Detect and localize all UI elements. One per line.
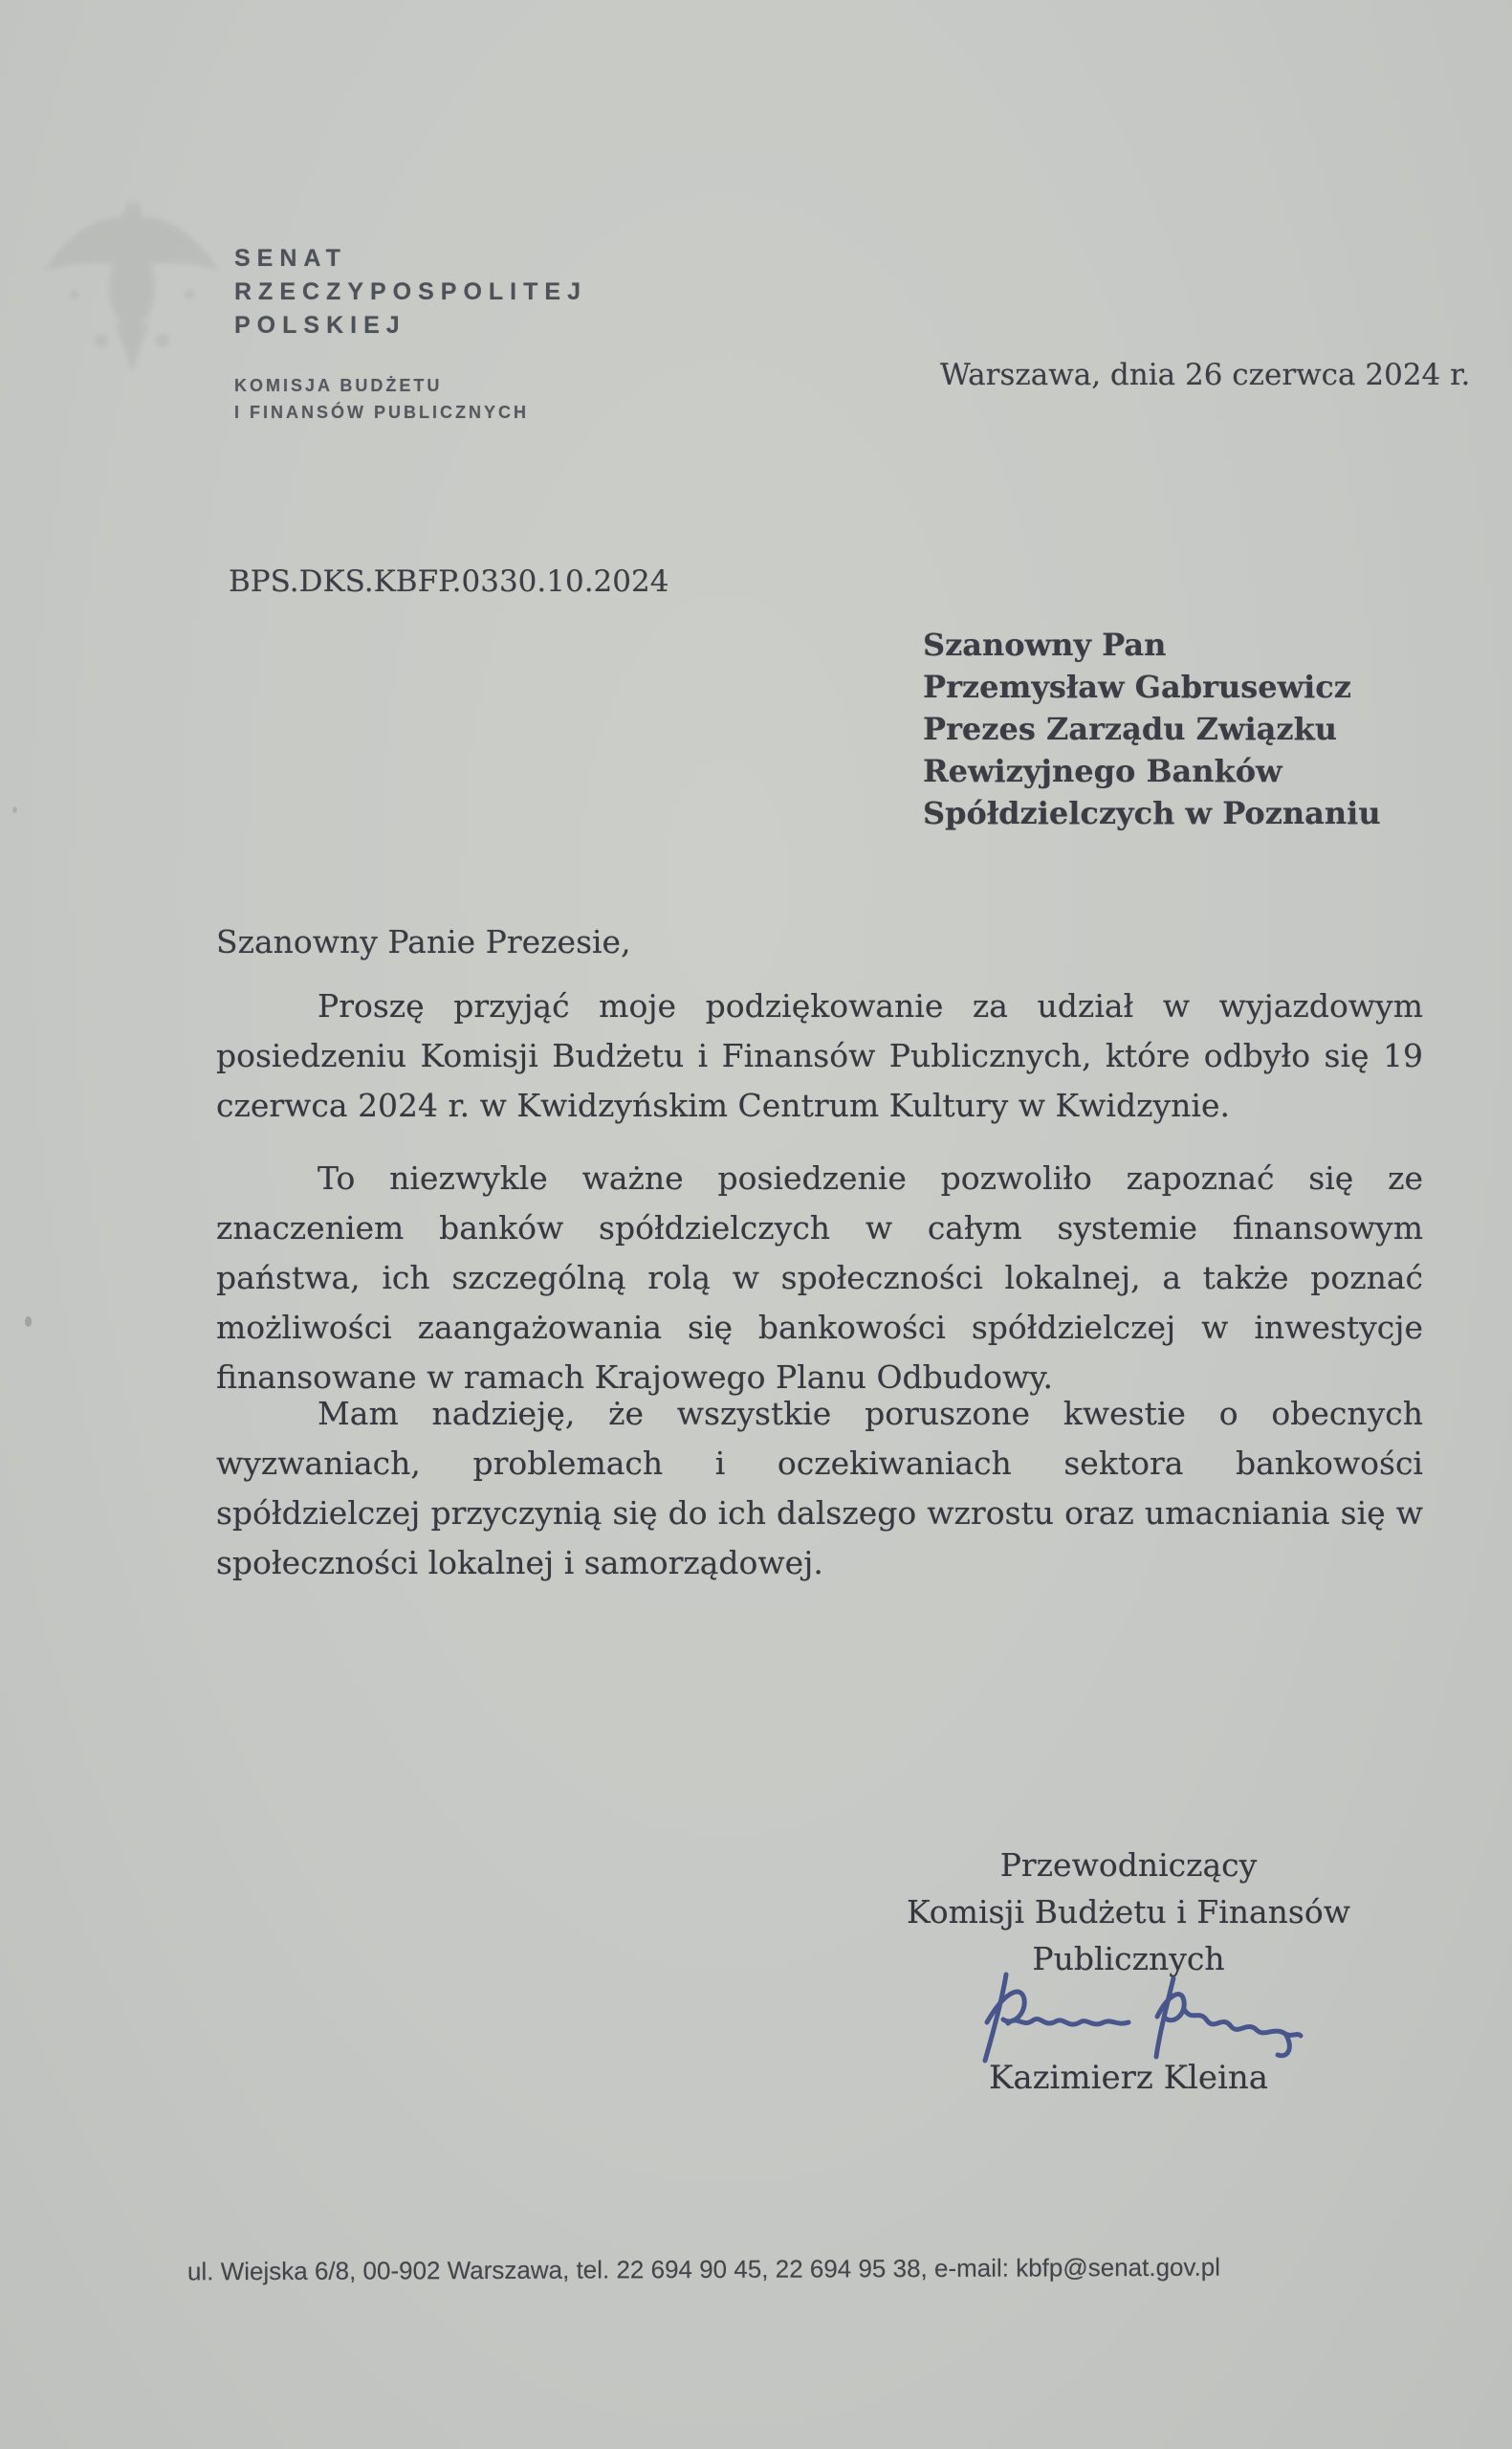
- institution-name-line: POLSKIEJ: [234, 312, 406, 339]
- reference-number: BPS.DKS.KBFP.0330.10.2024: [229, 564, 669, 599]
- recipient-line: Szanowny Pan: [923, 627, 1167, 663]
- signature-title-line: Przewodniczący: [999, 1846, 1258, 1884]
- signature-title-line: Publicznych: [1032, 1940, 1225, 1977]
- date-line: Warszawa, dnia 26 czerwca 2024 r.: [940, 358, 1471, 392]
- scan-speck: [25, 1316, 32, 1327]
- recipient-line: Spółdzielczych w Poznaniu: [923, 795, 1381, 831]
- footer-contact-line: ul. Wiejska 6/8, 00-902 Warszawa, tel. 22 694 90 45, 22 694 95 38, e-mail: kbfp@senat.gov.pl: [186, 2252, 1221, 2286]
- recipient-line: Przemysław Gabrusewicz: [923, 669, 1351, 705]
- committee-name-line: KOMISJA BUDŻETU: [234, 376, 443, 395]
- recipient-line: Rewizyjnego Banków: [923, 753, 1282, 789]
- body-paragraph: To niezwykle ważne posiedzenie pozwoliło zapoznać się ze znaczeniem banków spółdzielczych w całym systemie finansowym państwa, ich szczególną rolą w społeczności lokalnej, a także poznać możliwości zaangażowania się bankowości spółdzielczej w inwestycje finansowane w ramach Krajowego Planu Odbudowy.: [216, 1159, 1423, 1396]
- body-paragraph: Mam nadzieję, że wszystkie poruszone kwestie o obecnych wyzwaniach, problemach i oczekiwaniach sektora bankowości spółdzielczej przyczynią się do ich dalszego wzrostu oraz umacniania się w społeczności lokalnej i samorządowej.: [216, 1395, 1423, 1581]
- recipient-line: Prezes Zarządu Związku: [923, 711, 1338, 747]
- committee-name-line: I FINANSÓW PUBLICZNYCH: [234, 403, 529, 422]
- signature-title-line: Komisji Budżetu i Finansów: [907, 1893, 1350, 1931]
- institution-name-line: SENAT: [234, 245, 347, 272]
- polish-eagle-watermark-icon: [36, 180, 228, 386]
- salutation: Szanowny Panie Prezesie,: [216, 923, 631, 960]
- signer-name: Kazimierz Kleina: [988, 2059, 1269, 2097]
- scan-speck: [12, 806, 17, 813]
- institution-name-line: RZECZYPOSPOLITEJ: [234, 278, 587, 305]
- body-paragraph: Proszę przyjąć moje podziękowanie za udział w wyjazdowym posiedzeniu Komisji Budżetu i Finansów Publicznych, które odbyło się 19 czerwca 2024 r. w Kwidzyńskim Centrum Kultury w Kwidzynie.: [216, 987, 1423, 1124]
